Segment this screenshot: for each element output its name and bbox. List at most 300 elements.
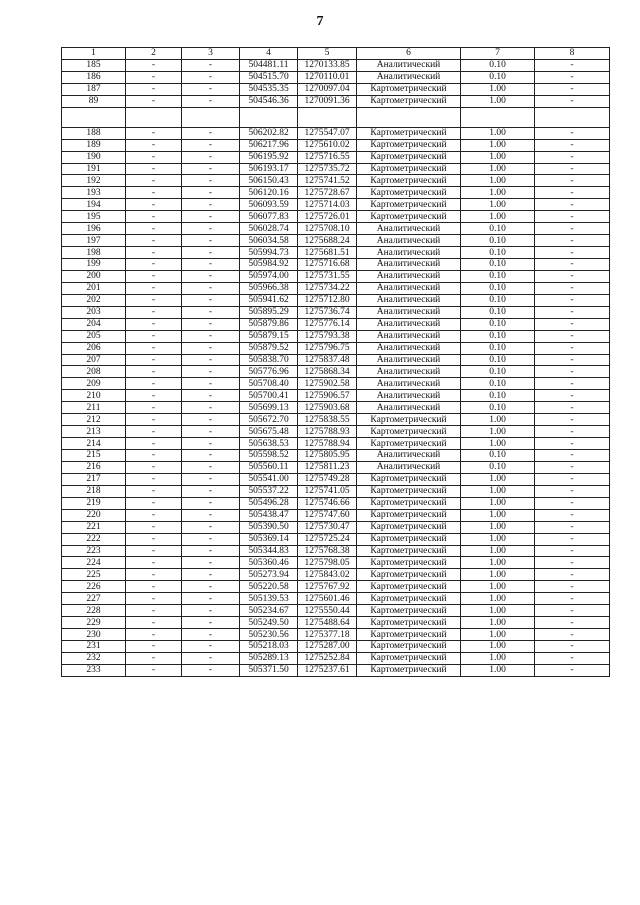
table-cell: 1.00 <box>461 175 535 187</box>
table-cell: 196 <box>62 223 126 235</box>
table-cell: - <box>182 127 240 139</box>
table-cell: 505699.13 <box>240 402 298 414</box>
table-cell: Картометрический <box>357 175 461 187</box>
table-cell: 1275906.57 <box>298 390 357 402</box>
table-cell: - <box>126 139 182 151</box>
table-cell: 505369.14 <box>240 533 298 545</box>
table-cell: 1275681.51 <box>298 247 357 259</box>
table-cell: - <box>182 378 240 390</box>
table-cell: - <box>182 533 240 545</box>
table-cell: 201 <box>62 282 126 294</box>
table-cell: - <box>535 247 610 259</box>
table-cell: Аналитический <box>357 282 461 294</box>
table-row <box>62 366 610 378</box>
table-cell: - <box>535 378 610 390</box>
table-cell: 213 <box>62 426 126 438</box>
table-cell: 505941.62 <box>240 294 298 306</box>
table-cell: - <box>126 390 182 402</box>
table-cell: - <box>182 605 240 617</box>
header-cell: 5 <box>298 48 357 60</box>
table-cell: - <box>182 270 240 282</box>
table-cell: - <box>182 187 240 199</box>
table-cell: - <box>535 366 610 378</box>
table-cell: 204 <box>62 318 126 330</box>
table-cell: - <box>182 414 240 426</box>
table-cell: - <box>182 593 240 605</box>
table-cell: 1275736.74 <box>298 306 357 318</box>
table-cell: - <box>126 235 182 247</box>
table-cell: 505895.29 <box>240 306 298 318</box>
table-cell: 1270091.36 <box>298 95 357 107</box>
table-cell <box>182 107 240 127</box>
table-cell: 1275716.55 <box>298 151 357 163</box>
table-cell: 89 <box>62 95 126 107</box>
table-cell: - <box>535 414 610 426</box>
table-cell: - <box>126 306 182 318</box>
table-row <box>62 390 610 402</box>
table-cell: 506028.74 <box>240 223 298 235</box>
table-cell: 0.10 <box>461 354 535 366</box>
table-cell: 1275793.38 <box>298 330 357 342</box>
table-cell: 504481.11 <box>240 59 298 71</box>
table-cell: 191 <box>62 163 126 175</box>
table-body <box>62 59 610 676</box>
table-row <box>62 485 610 497</box>
table-cell: 505700.41 <box>240 390 298 402</box>
table-cell: 0.10 <box>461 330 535 342</box>
table-row <box>62 59 610 71</box>
table-cell: 1.00 <box>461 557 535 569</box>
table-cell: Картометрический <box>357 414 461 426</box>
table-cell: 505218.03 <box>240 641 298 653</box>
table-cell: 1275712.80 <box>298 294 357 306</box>
table-row <box>62 629 610 641</box>
table-cell: - <box>535 199 610 211</box>
table-cell: 1275768.38 <box>298 545 357 557</box>
coordinates-table <box>61 47 610 677</box>
table-cell: - <box>126 569 182 581</box>
table-cell: 1.00 <box>461 151 535 163</box>
table-cell: - <box>126 473 182 485</box>
table-cell: - <box>535 545 610 557</box>
table-cell: - <box>182 247 240 259</box>
table-cell: Картометрический <box>357 605 461 617</box>
table-row <box>62 617 610 629</box>
table-cell: 0.10 <box>461 59 535 71</box>
table-cell: 1275734.22 <box>298 282 357 294</box>
table-cell: Картометрический <box>357 438 461 450</box>
table-cell: - <box>535 83 610 95</box>
table-cell: 0.10 <box>461 235 535 247</box>
table-cell: 205 <box>62 330 126 342</box>
table-cell: - <box>126 426 182 438</box>
table-cell: Картометрический <box>357 83 461 95</box>
table-cell: - <box>182 557 240 569</box>
table-row <box>62 318 610 330</box>
table-cell: 505708.40 <box>240 378 298 390</box>
table-cell: 187 <box>62 83 126 95</box>
table-row <box>62 521 610 533</box>
table-cell: - <box>182 95 240 107</box>
table-cell: 505638.53 <box>240 438 298 450</box>
table-cell: 1.00 <box>461 533 535 545</box>
table-cell: 1.00 <box>461 95 535 107</box>
table-cell: Картометрический <box>357 664 461 676</box>
table-cell: 194 <box>62 199 126 211</box>
table-cell: 505438.47 <box>240 509 298 521</box>
table-cell: - <box>535 509 610 521</box>
table-cell: 233 <box>62 664 126 676</box>
table-row <box>62 330 610 342</box>
table-cell: 214 <box>62 438 126 450</box>
table-cell: 0.10 <box>461 306 535 318</box>
table-cell: - <box>182 318 240 330</box>
table-row <box>62 223 610 235</box>
table-cell: - <box>126 581 182 593</box>
table-cell: 505598.52 <box>240 450 298 462</box>
table-row <box>62 95 610 107</box>
table-cell: - <box>126 127 182 139</box>
table-cell: - <box>535 497 610 509</box>
table-cell: 1275730.47 <box>298 521 357 533</box>
table-cell: - <box>126 211 182 223</box>
table-cell: Картометрический <box>357 199 461 211</box>
table-cell: 505230.56 <box>240 629 298 641</box>
table-cell: 1.00 <box>461 617 535 629</box>
table-cell: - <box>535 569 610 581</box>
table-cell: 504535.35 <box>240 83 298 95</box>
table-cell: - <box>535 354 610 366</box>
table-row <box>62 107 610 127</box>
table-cell: - <box>126 497 182 509</box>
table-cell: - <box>535 521 610 533</box>
table-cell: Картометрический <box>357 557 461 569</box>
table-cell: Картометрический <box>357 521 461 533</box>
table-cell: 212 <box>62 414 126 426</box>
table-cell: 1275749.28 <box>298 473 357 485</box>
table-cell: Аналитический <box>357 270 461 282</box>
table-cell: 1.00 <box>461 163 535 175</box>
table-cell: 506034.58 <box>240 235 298 247</box>
table-cell: - <box>126 95 182 107</box>
table-cell: - <box>126 450 182 462</box>
table-cell: 0.10 <box>461 318 535 330</box>
table-cell: - <box>182 306 240 318</box>
table-cell: 0.10 <box>461 282 535 294</box>
table-row <box>62 497 610 509</box>
table-cell: 1275601.46 <box>298 593 357 605</box>
table-cell: 506150.43 <box>240 175 298 187</box>
table-cell: 229 <box>62 617 126 629</box>
table-cell: - <box>126 461 182 473</box>
table-cell: - <box>182 581 240 593</box>
table-cell: - <box>535 342 610 354</box>
table-cell: 506120.16 <box>240 187 298 199</box>
table-row <box>62 641 610 653</box>
table-cell: 225 <box>62 569 126 581</box>
table-cell: 195 <box>62 211 126 223</box>
table-cell: 1.00 <box>461 414 535 426</box>
table-cell: Картометрический <box>357 485 461 497</box>
table-cell: Аналитический <box>357 330 461 342</box>
table-cell: - <box>535 664 610 676</box>
table-cell: 219 <box>62 497 126 509</box>
table-cell: 1.00 <box>461 629 535 641</box>
table-cell: 193 <box>62 187 126 199</box>
table-cell: 1275741.05 <box>298 485 357 497</box>
table-cell: 1275708.10 <box>298 223 357 235</box>
table-cell: 189 <box>62 139 126 151</box>
table-cell: 206 <box>62 342 126 354</box>
table-cell: - <box>535 211 610 223</box>
table-cell: 1275747.60 <box>298 509 357 521</box>
table-cell: - <box>182 342 240 354</box>
table-row <box>62 187 610 199</box>
table-cell: 1275287.00 <box>298 641 357 653</box>
table-cell: 1275805.95 <box>298 450 357 462</box>
table-cell: 1.00 <box>461 211 535 223</box>
table-cell: - <box>126 652 182 664</box>
table-cell: 1.00 <box>461 485 535 497</box>
table-row <box>62 581 610 593</box>
table-row <box>62 450 610 462</box>
table-cell: 505139.53 <box>240 593 298 605</box>
table-row <box>62 354 610 366</box>
table-cell: 215 <box>62 450 126 462</box>
table-row <box>62 342 610 354</box>
table-cell: - <box>182 426 240 438</box>
table-cell: 1.00 <box>461 521 535 533</box>
table-cell: Картометрический <box>357 211 461 223</box>
table-cell: - <box>535 127 610 139</box>
table-cell: - <box>126 641 182 653</box>
table-cell: 1275488.64 <box>298 617 357 629</box>
table-cell: Аналитический <box>357 366 461 378</box>
table-cell: Аналитический <box>357 259 461 271</box>
table-cell: 1275725.24 <box>298 533 357 545</box>
table-cell: 1.00 <box>461 605 535 617</box>
table-cell: 200 <box>62 270 126 282</box>
table-cell: - <box>535 282 610 294</box>
table-row <box>62 461 610 473</box>
table-cell: - <box>182 485 240 497</box>
table-cell: 1.00 <box>461 509 535 521</box>
table-cell: 0.10 <box>461 390 535 402</box>
table-cell: 505273.94 <box>240 569 298 581</box>
table-cell: - <box>535 318 610 330</box>
table-row <box>62 211 610 223</box>
table-cell: 202 <box>62 294 126 306</box>
table-cell: 1.00 <box>461 497 535 509</box>
table-cell: Картометрический <box>357 497 461 509</box>
table-cell: - <box>535 557 610 569</box>
table-cell: - <box>182 282 240 294</box>
table-cell: 1275798.05 <box>298 557 357 569</box>
table-cell: - <box>182 450 240 462</box>
table-cell: 223 <box>62 545 126 557</box>
table-cell: - <box>535 641 610 653</box>
table-cell: - <box>182 223 240 235</box>
table-cell: - <box>182 569 240 581</box>
table-cell: 227 <box>62 593 126 605</box>
table-cell: 0.10 <box>461 366 535 378</box>
table-cell: Аналитический <box>357 378 461 390</box>
table-cell: 232 <box>62 652 126 664</box>
table-cell: - <box>535 223 610 235</box>
table-cell: 1275728.67 <box>298 187 357 199</box>
table-cell: Аналитический <box>357 461 461 473</box>
table-cell: 190 <box>62 151 126 163</box>
header-cell: 2 <box>126 48 182 60</box>
table-row <box>62 71 610 83</box>
table-cell: - <box>182 509 240 521</box>
table-cell: Аналитический <box>357 306 461 318</box>
table-cell: - <box>535 426 610 438</box>
table-cell: 1.00 <box>461 545 535 557</box>
table-cell: 199 <box>62 259 126 271</box>
table-cell: 1275811.23 <box>298 461 357 473</box>
table-cell: 1.00 <box>461 569 535 581</box>
table-cell: 188 <box>62 127 126 139</box>
table-cell: 1.00 <box>461 641 535 653</box>
table-cell: Аналитический <box>357 402 461 414</box>
table-cell: 0.10 <box>461 247 535 259</box>
table-cell: - <box>126 354 182 366</box>
table-cell: 1.00 <box>461 199 535 211</box>
table-cell: - <box>182 664 240 676</box>
table-cell: 220 <box>62 509 126 521</box>
table-cell: Картометрический <box>357 139 461 151</box>
table-cell: - <box>126 629 182 641</box>
table-cell: 506217.96 <box>240 139 298 151</box>
table-cell: 221 <box>62 521 126 533</box>
table-row <box>62 294 610 306</box>
table-cell: Картометрический <box>357 426 461 438</box>
table-cell: - <box>182 366 240 378</box>
table-cell: 0.10 <box>461 294 535 306</box>
table-cell: 1275843.02 <box>298 569 357 581</box>
table-cell: 1275837.48 <box>298 354 357 366</box>
table-cell: 504546.36 <box>240 95 298 107</box>
table-row <box>62 473 610 485</box>
table-cell: - <box>182 390 240 402</box>
table-cell: - <box>126 533 182 545</box>
table-cell: Аналитический <box>357 294 461 306</box>
table-cell: 228 <box>62 605 126 617</box>
table-cell: - <box>126 485 182 497</box>
table-cell: - <box>126 83 182 95</box>
table-cell: 1275903.68 <box>298 402 357 414</box>
table-cell: - <box>182 629 240 641</box>
table-row <box>62 259 610 271</box>
table-cell: - <box>126 414 182 426</box>
table-cell: - <box>535 151 610 163</box>
table-cell: - <box>126 71 182 83</box>
table-cell: 1275735.72 <box>298 163 357 175</box>
table-cell: 1275688.24 <box>298 235 357 247</box>
table-cell: 506193.17 <box>240 163 298 175</box>
table-cell <box>357 107 461 127</box>
table-cell: 1275716.68 <box>298 259 357 271</box>
table-cell: 1.00 <box>461 581 535 593</box>
table-row <box>62 270 610 282</box>
table-cell: - <box>182 461 240 473</box>
table-cell: Аналитический <box>357 247 461 259</box>
table-cell: 216 <box>62 461 126 473</box>
table-cell: 505496.28 <box>240 497 298 509</box>
table-cell: - <box>535 163 610 175</box>
table-cell: - <box>126 270 182 282</box>
table-cell: - <box>126 521 182 533</box>
page-number: 7 <box>316 14 324 29</box>
table-cell: - <box>126 199 182 211</box>
table-cell: - <box>535 175 610 187</box>
table-cell: 198 <box>62 247 126 259</box>
table-cell: 217 <box>62 473 126 485</box>
table-cell: - <box>126 378 182 390</box>
table-cell: 192 <box>62 175 126 187</box>
table-cell: - <box>126 664 182 676</box>
table-cell: 505560.11 <box>240 461 298 473</box>
table-header <box>62 48 610 60</box>
table-cell: Картометрический <box>357 569 461 581</box>
table-cell: - <box>182 83 240 95</box>
table-row <box>62 163 610 175</box>
table-cell: - <box>126 402 182 414</box>
table-cell: 1.00 <box>461 664 535 676</box>
table-cell: - <box>182 175 240 187</box>
table-row <box>62 306 610 318</box>
table-cell: - <box>535 473 610 485</box>
table-cell: - <box>535 652 610 664</box>
table-cell: - <box>535 306 610 318</box>
table-cell: 1.00 <box>461 652 535 664</box>
table-cell: 208 <box>62 366 126 378</box>
table-cell: - <box>535 438 610 450</box>
table-cell: - <box>182 354 240 366</box>
table-row <box>62 127 610 139</box>
table-cell: Картометрический <box>357 641 461 653</box>
table-cell: - <box>126 175 182 187</box>
table-cell: 0.10 <box>461 378 535 390</box>
table-cell: - <box>535 605 610 617</box>
header-cell: 8 <box>535 48 610 60</box>
table-row <box>62 402 610 414</box>
table-cell: 1.00 <box>461 187 535 199</box>
header-cell: 6 <box>357 48 461 60</box>
table-row <box>62 593 610 605</box>
table-cell: 226 <box>62 581 126 593</box>
table-row <box>62 509 610 521</box>
table-cell: Картометрический <box>357 509 461 521</box>
table-cell: - <box>535 139 610 151</box>
table-row <box>62 175 610 187</box>
table-cell: - <box>535 71 610 83</box>
table-row <box>62 533 610 545</box>
table-cell: Аналитический <box>357 223 461 235</box>
table-cell: 0.10 <box>461 259 535 271</box>
table-cell: 505537.22 <box>240 485 298 497</box>
table-row <box>62 438 610 450</box>
table-cell: 1.00 <box>461 473 535 485</box>
table-cell: - <box>182 71 240 83</box>
table-cell: - <box>126 151 182 163</box>
table-cell: Картометрический <box>357 151 461 163</box>
table-cell: 505879.15 <box>240 330 298 342</box>
table-cell <box>126 107 182 127</box>
table-cell: 505371.50 <box>240 664 298 676</box>
table-cell: Аналитический <box>357 59 461 71</box>
